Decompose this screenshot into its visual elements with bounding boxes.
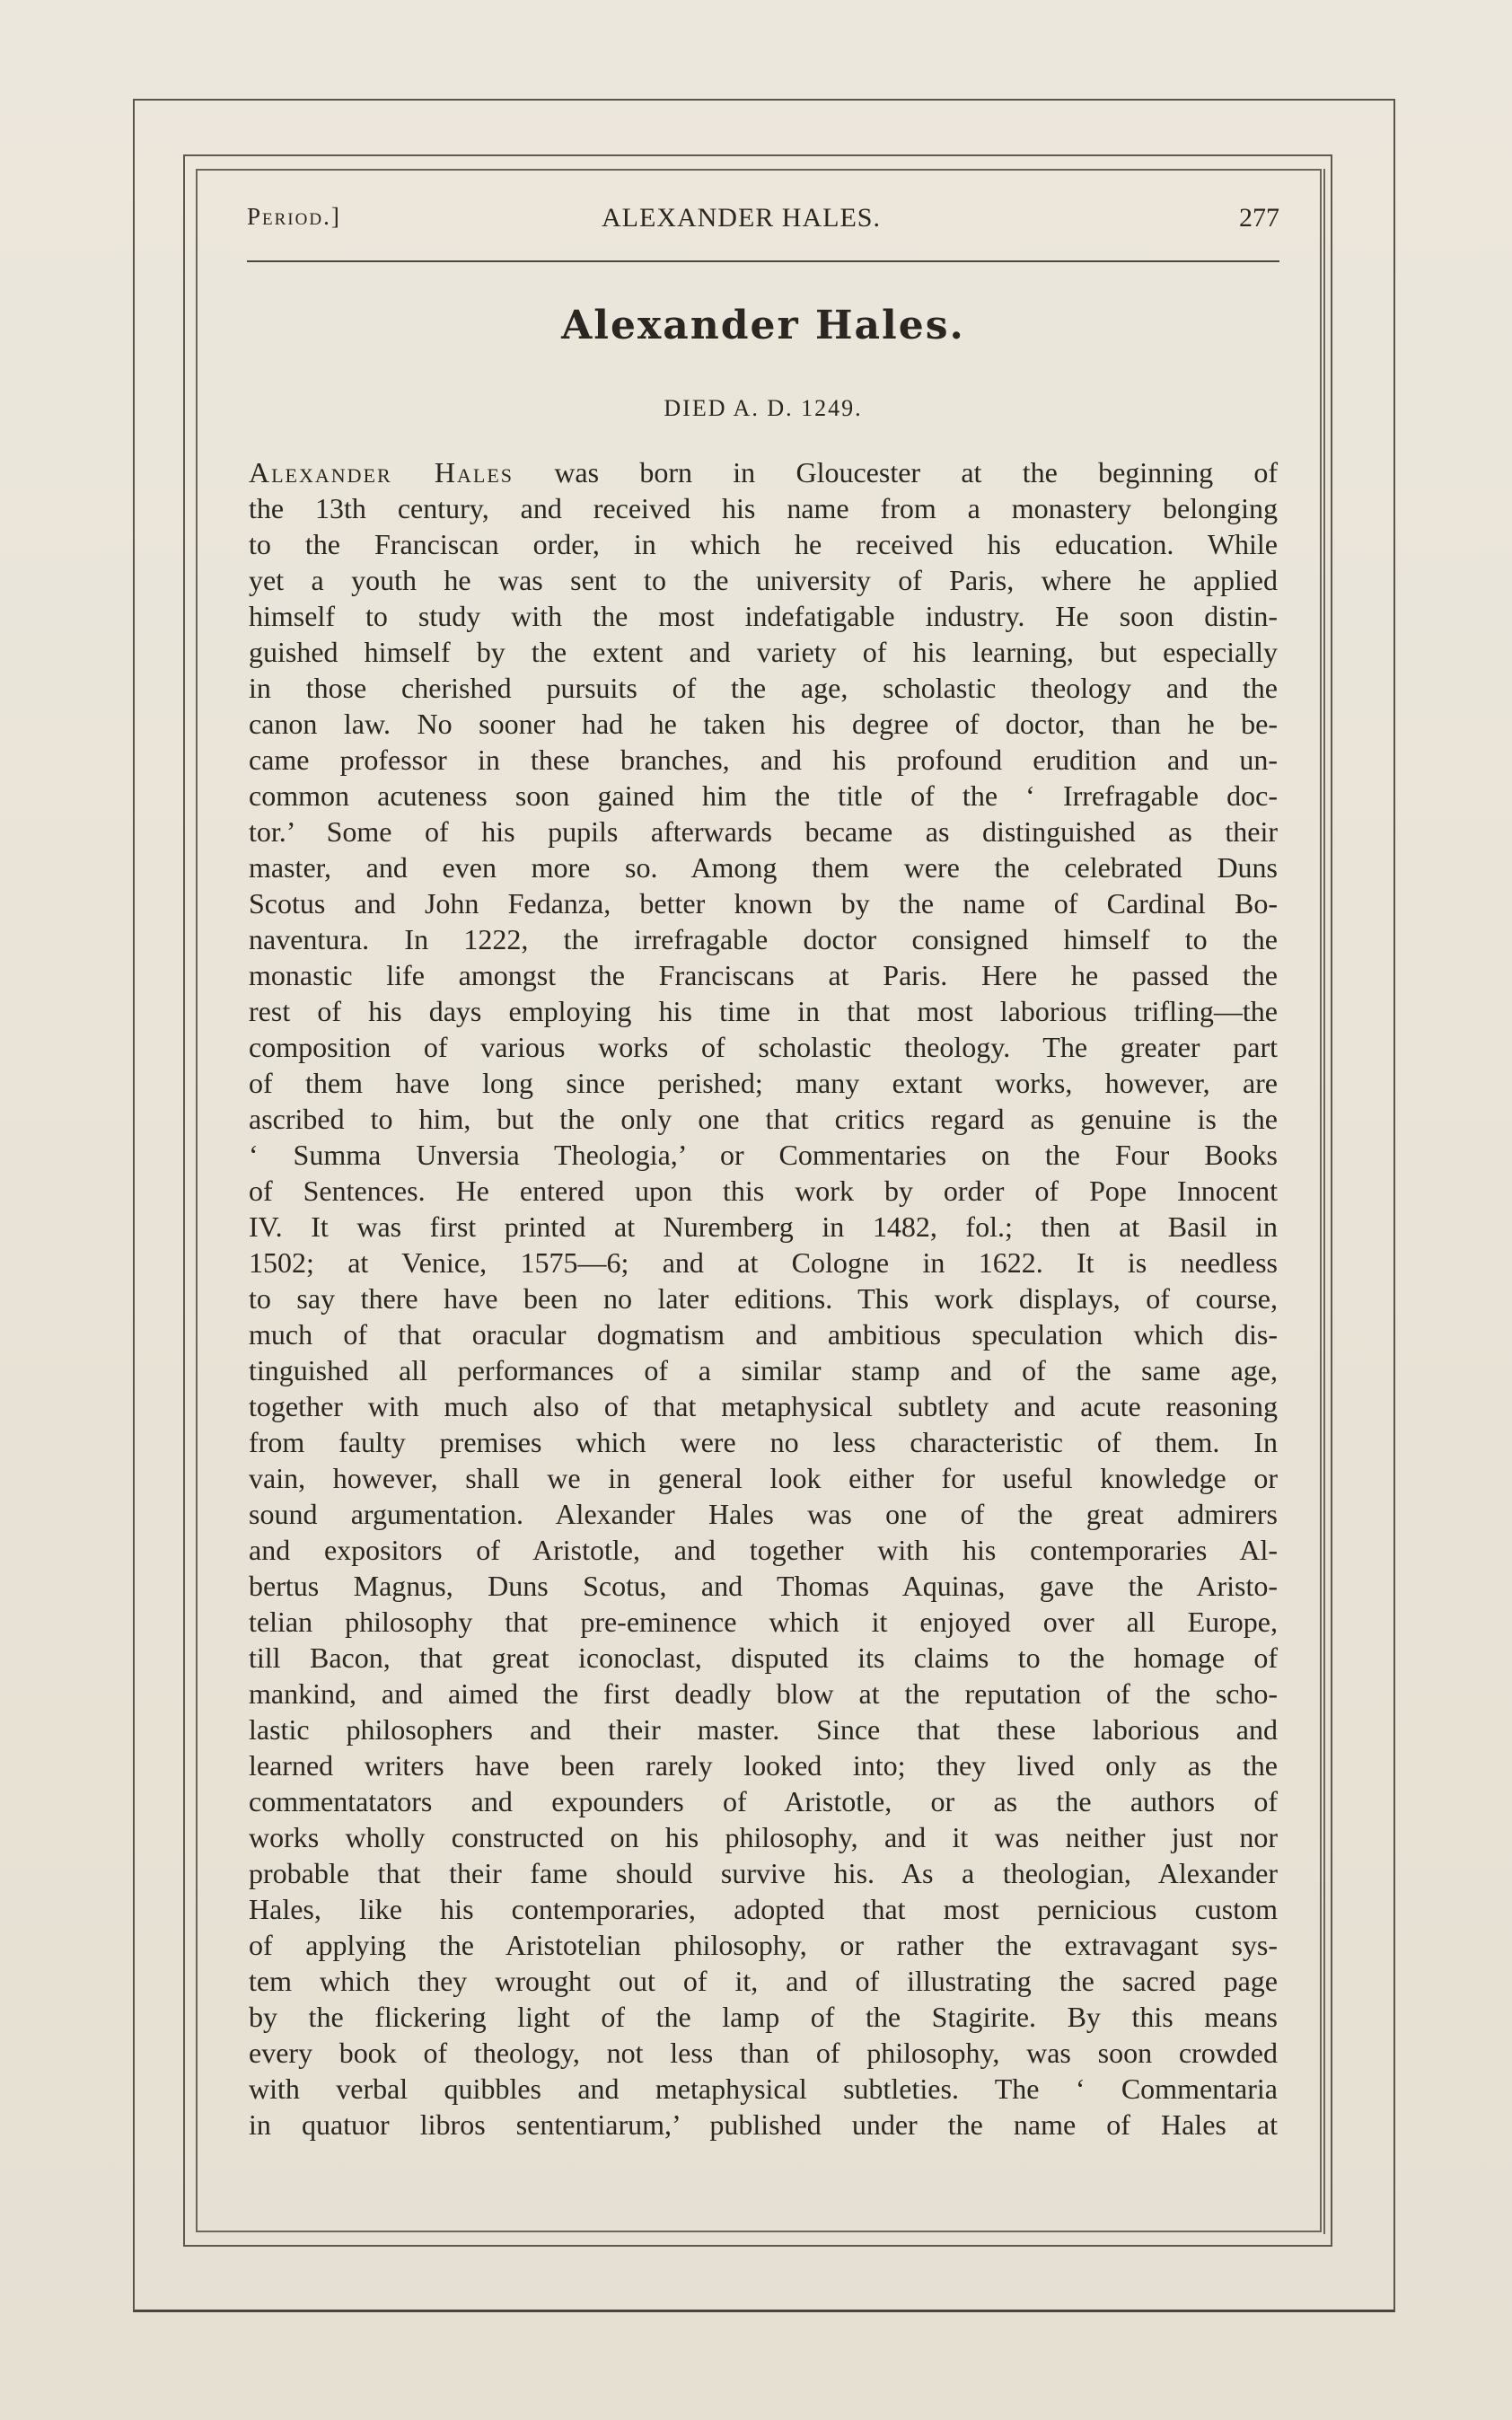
- body-line: in those cherished pursuits of the age, scholastic theology and the: [249, 672, 1278, 704]
- body-line: of Sentences. He entered upon this work by order of Pope Innocent: [249, 1175, 1278, 1207]
- body-line: in quatuor libros sententiarum,’ published under the name of Hales at: [249, 2108, 1278, 2141]
- body-line: monastic life amongst the Franciscans at Paris. Here he passed the: [249, 959, 1278, 991]
- body-line: Scotus and John Fedanza, better known by the name of Cardinal Bo-: [249, 887, 1278, 920]
- page-number: 277: [1239, 203, 1279, 233]
- body-line-first-rest: was born in Gloucester at the beginning of: [514, 456, 1279, 488]
- body-line: telian philosophy that pre-eminence which it enjoyed over all Europe,: [249, 1606, 1278, 1638]
- body-line: commentatators and expounders of Aristotle, or as the authors of: [249, 1785, 1278, 1817]
- body-line: bertus Magnus, Duns Scotus, and Thomas Aquinas, gave the Aristo-: [249, 1570, 1278, 1602]
- body-line: by the flickering light of the lamp of the Stagirite. By this means: [249, 2001, 1278, 2033]
- body-line: probable that their fame should survive his. As a theologian, Alexander: [249, 1857, 1278, 1889]
- page-edge-line: [1323, 169, 1325, 2234]
- body-line: composition of various works of scholastic theology. The greater part: [249, 1031, 1278, 1063]
- body-line: came professor in these branches, and his profound erudition and un-: [249, 744, 1278, 776]
- body-line: ascribed to him, but the only one that critics regard as genuine is the: [249, 1103, 1278, 1135]
- body-line: the 13th century, and received his name from a monastery belonging: [249, 492, 1278, 524]
- body-line: canon law. No sooner had he taken his degree of doctor, than he be-: [249, 708, 1278, 740]
- body-line: IV. It was first printed at Nuremberg in 1482, fol.; then at Basil in: [249, 1210, 1278, 1243]
- body-line: together with much also of that metaphysical subtlety and acute reasoning: [249, 1390, 1278, 1422]
- died-line: DIED A. D. 1249.: [664, 395, 863, 421]
- body-line: lastic philosophers and their master. Since that these laborious and: [249, 1713, 1278, 1746]
- body-line: of applying the Aristotelian philosophy, or rather the extravagant sys-: [249, 1929, 1278, 1961]
- header-rule: [247, 260, 1279, 262]
- body-line: tinguished all performances of a similar stamp and of the same age,: [249, 1354, 1278, 1386]
- body-line: rest of his days employing his time in that most laborious trifling—the: [249, 995, 1278, 1027]
- body-line: Hales, like his contemporaries, adopted that most pernicious custom: [249, 1893, 1278, 1925]
- body-line: mankind, and aimed the first deadly blow at the reputation of the scho-: [249, 1677, 1278, 1710]
- body-line: sound argumentation. Alexander Hales was one of the great admirers: [249, 1498, 1278, 1530]
- running-head-title: ALEXANDER HALES.: [602, 203, 881, 233]
- body-line: to say there have been no later editions. This work displays, of course,: [249, 1282, 1278, 1315]
- body-line: works wholly constructed on his philosophy, and it was neither just nor: [249, 1821, 1278, 1853]
- body-line: and expositors of Aristotle, and together with his contemporaries Al-: [249, 1534, 1278, 1566]
- body-line: from faulty premises which were no less characteristic of them. In: [249, 1426, 1278, 1458]
- body-line: to the Franciscan order, in which he received his education. While: [249, 528, 1278, 560]
- body-line: every book of theology, not less than of philosophy, was soon crowded: [249, 2037, 1278, 2069]
- body-line: till Bacon, that great iconoclast, disputed its claims to the homage of: [249, 1641, 1278, 1674]
- running-head: [247, 203, 1279, 242]
- body-line: tor.’ Some of his pupils afterwards became as distinguished as their: [249, 815, 1278, 848]
- body-line: naventura. In 1222, the irrefragable doctor consigned himself to the: [249, 923, 1278, 955]
- body-line: ‘ Summa Unversia Theologia,’ or Commentaries on the Four Books: [249, 1139, 1278, 1171]
- body-line: 1502; at Venice, 1575—6; and at Cologne in 1622. It is needless: [249, 1246, 1278, 1279]
- body-line: of them have long since perished; many extant works, however, are: [249, 1067, 1278, 1099]
- body-line: with verbal quibbles and metaphysical subtleties. The ‘ Commentaria: [249, 2072, 1278, 2105]
- body-line: yet a youth he was sent to the university of Paris, where he applied: [249, 564, 1278, 596]
- body-line: much of that oracular dogmatism and ambitious speculation which dis-: [249, 1318, 1278, 1351]
- body-line: vain, however, shall we in general look either for useful knowledge or: [249, 1462, 1278, 1494]
- body-line: common acuteness soon gained him the title of the ‘ Irrefragable doc-: [249, 779, 1278, 812]
- body-line: master, and even more so. Among them were the celebrated Duns: [249, 851, 1278, 884]
- opening-name: Alexander Hales: [249, 456, 514, 488]
- body-line: himself to study with the most indefatigable industry. He soon distin-: [249, 600, 1278, 632]
- body-line: guished himself by the extent and variety of his learning, but especially: [249, 636, 1278, 668]
- body-line: learned writers have been rarely looked into; they lived only as the: [249, 1749, 1278, 1782]
- body-text: [249, 454, 1278, 2143]
- body-line: tem which they wrought out of it, and of illustrating the sacred page: [249, 1965, 1278, 1997]
- body-line-first: [249, 454, 1278, 490]
- running-head-section: Period.]: [247, 203, 341, 230]
- article-title: Alexander Hales.: [561, 303, 965, 348]
